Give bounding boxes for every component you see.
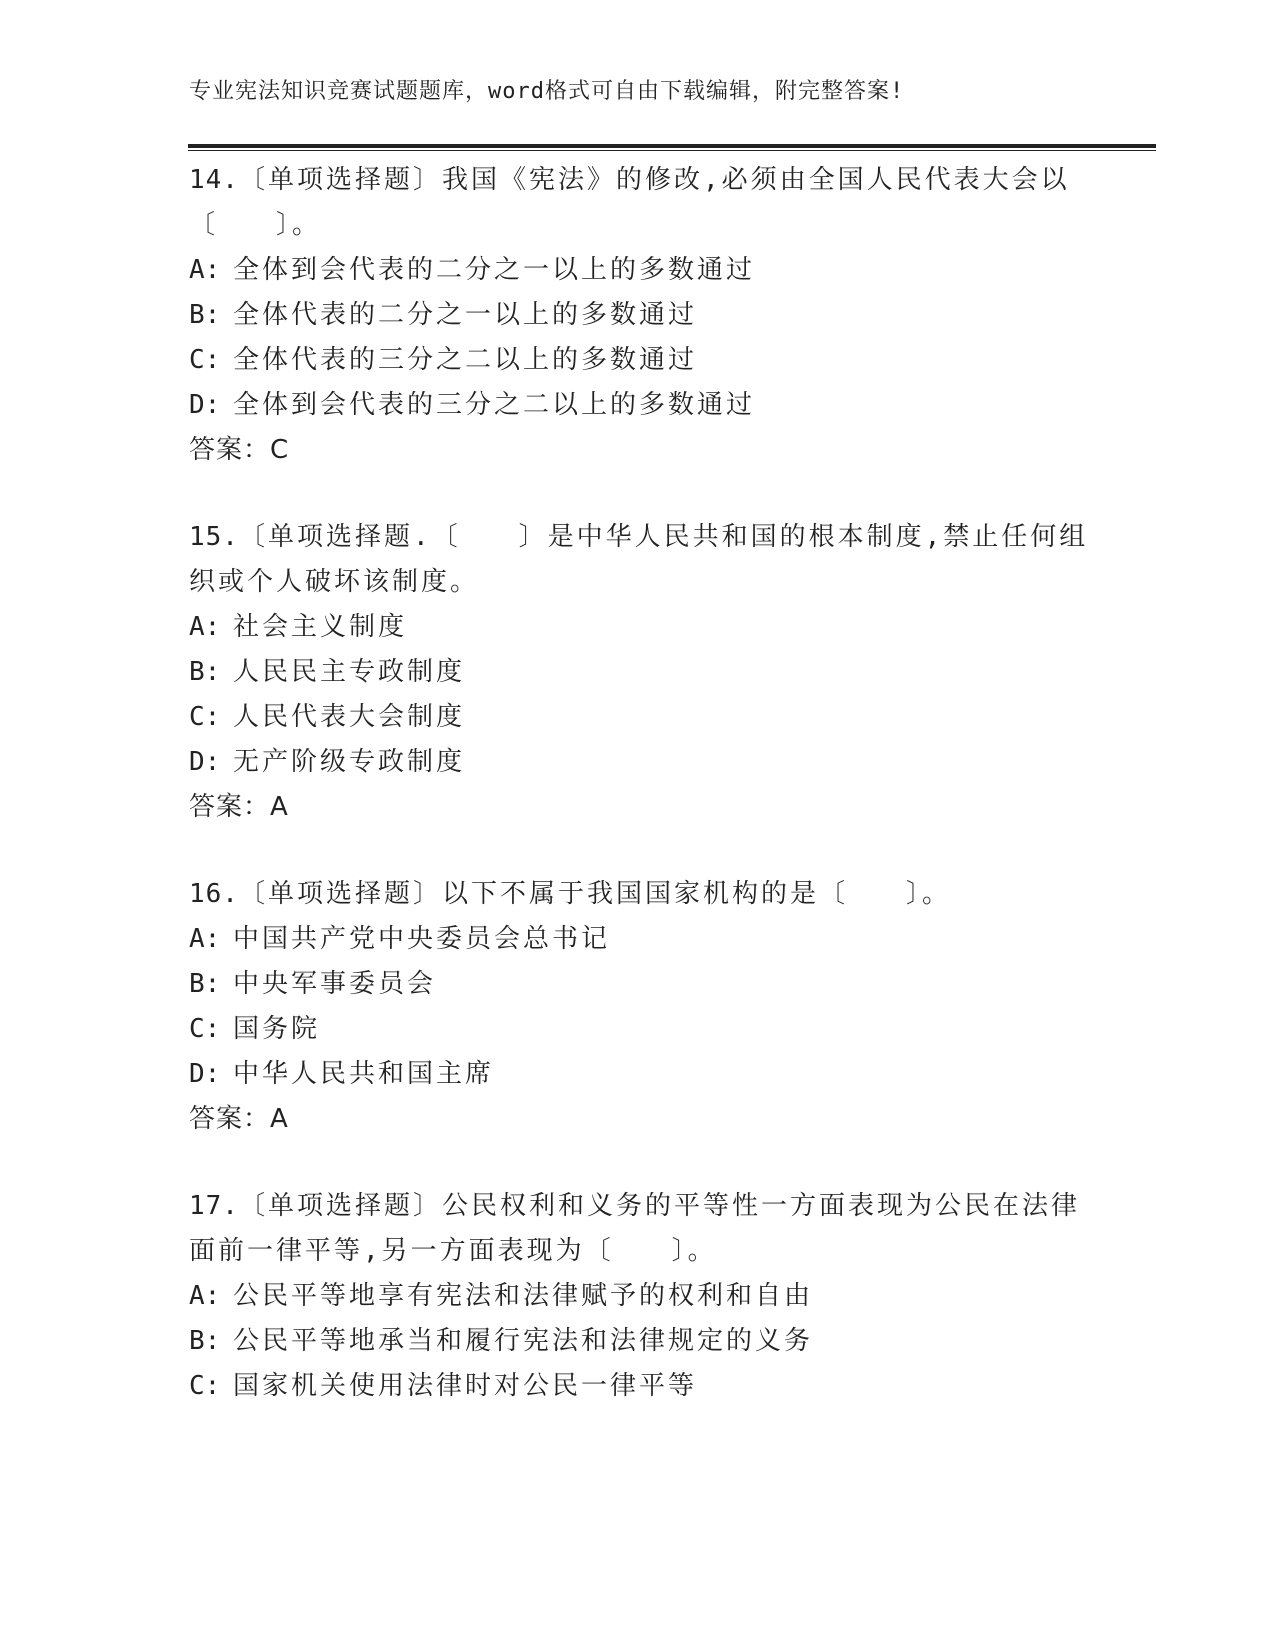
option-letter: C: (189, 345, 221, 375)
option-letter: C: (189, 1014, 221, 1044)
question-text (189, 158, 1089, 248)
option-b (189, 650, 1089, 695)
answer: 答案：A (189, 792, 289, 822)
question-number: 17. (189, 1191, 239, 1221)
option-a (189, 1274, 1089, 1319)
option-c (189, 1364, 1089, 1409)
question-text (189, 872, 1089, 917)
answer: 答案：A (189, 1104, 289, 1134)
option-letter: D: (189, 1059, 221, 1089)
option-text: 全体到会代表的三分之二以上的多数通过 (233, 390, 756, 420)
question-17 (189, 1184, 1089, 1409)
option-letter: B: (189, 657, 221, 687)
option-text: 人民代表大会制度 (233, 702, 466, 732)
option-letter: B: (189, 969, 221, 999)
option-d (189, 740, 1089, 785)
question-text (189, 515, 1089, 605)
option-letter: A: (189, 612, 221, 642)
question-stem: 〔单项选择题〕以下不属于我国国家机构的是〔 〕。 (238, 879, 951, 909)
option-text: 全体代表的二分之一以上的多数通过 (233, 300, 698, 330)
question-14 (189, 158, 1089, 473)
option-letter: A: (189, 255, 221, 285)
option-a (189, 605, 1089, 650)
question-15 (189, 515, 1089, 830)
option-c (189, 1007, 1089, 1052)
question-stem: 〔单项选择题.〔 〕是中华人民共和国的根本制度,禁止任何组织或个人破坏该制度。 (189, 522, 1089, 597)
option-text: 全体到会代表的二分之一以上的多数通过 (233, 255, 756, 285)
question-stem: 〔单项选择题〕公民权利和义务的平等性一方面表现为公民在法律面前一律平等,另一方面表现为〔 〕。 (189, 1191, 1080, 1266)
question-stem: 〔单项选择题〕我国《宪法》的修改,必须由全国人民代表大会以〔 〕。 (189, 165, 1070, 240)
option-d (189, 1052, 1089, 1097)
option-text: 中国共产党中央委员会总书记 (233, 924, 611, 954)
option-text: 中央军事委员会 (233, 969, 437, 999)
option-letter: B: (189, 1326, 221, 1356)
header-rule-thick (188, 144, 1156, 148)
header-rule-thin (188, 150, 1156, 151)
option-letter: C: (189, 1371, 221, 1401)
question-list (189, 158, 1089, 1451)
option-text: 无产阶级专政制度 (233, 747, 466, 777)
option-letter: D: (189, 390, 221, 420)
option-text: 国家机关使用法律时对公民一律平等 (233, 1371, 698, 1401)
option-letter: C: (189, 702, 221, 732)
question-text (189, 1184, 1089, 1274)
option-d (189, 383, 1089, 428)
option-text: 全体代表的三分之二以上的多数通过 (233, 345, 698, 375)
option-b (189, 962, 1089, 1007)
option-c (189, 338, 1089, 383)
option-text: 中华人民共和国主席 (233, 1059, 495, 1089)
option-b (189, 293, 1089, 338)
option-text: 公民平等地享有宪法和法律赋予的权利和自由 (233, 1281, 814, 1311)
option-text: 人民民主专政制度 (233, 657, 466, 687)
option-letter: A: (189, 1281, 221, 1311)
question-number: 16. (189, 879, 239, 909)
option-b (189, 1319, 1089, 1364)
question-number: 14. (189, 165, 239, 195)
option-letter: B: (189, 300, 221, 330)
option-text: 社会主义制度 (233, 612, 408, 642)
option-a (189, 248, 1089, 293)
page-header: 专业宪法知识竞赛试题题库，word格式可自由下载编辑，附完整答案! (189, 79, 905, 104)
option-letter: A: (189, 924, 221, 954)
option-letter: D: (189, 747, 221, 777)
option-text: 国务院 (233, 1014, 321, 1044)
answer: 答案：C (189, 435, 290, 465)
option-c (189, 695, 1089, 740)
option-text: 公民平等地承当和履行宪法和法律规定的义务 (233, 1326, 814, 1356)
question-number: 15. (189, 522, 239, 552)
question-16 (189, 872, 1089, 1142)
option-a (189, 917, 1089, 962)
